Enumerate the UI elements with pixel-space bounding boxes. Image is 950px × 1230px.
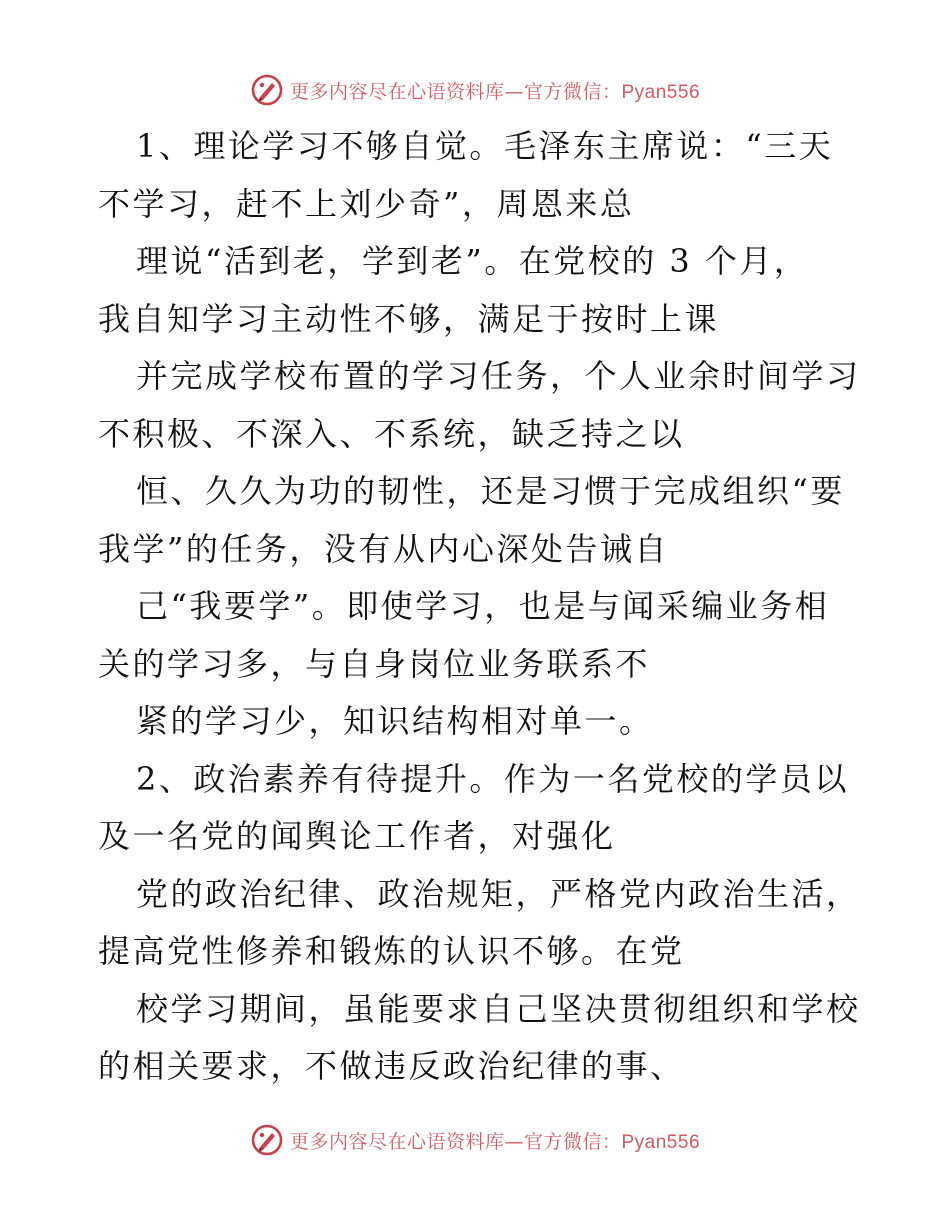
- text-line: 2、政治素养有待提升。作为一名党校的学员以: [136, 759, 849, 798]
- header-banner-text: [290, 77, 700, 104]
- text-line: 并完成学校布置的学习任务，个人业余时间学习: [136, 357, 861, 395]
- body-text: [98, 118, 861, 1096]
- text-line: 紧的学习少，知识结构相对单一。: [136, 702, 654, 740]
- text-line: 不学习，赶不上刘少奇”，周恩来总: [98, 184, 635, 223]
- text-line: 我自知学习主动性不够，满足于按时上课: [98, 299, 720, 338]
- text-line: 校学习期间，虽能要求自己坚决贯彻组织和学校: [136, 989, 861, 1028]
- text-line: 不积极、不深入、不系统，缺乏持之以: [98, 414, 685, 453]
- header-banner-wechat: 官方微信：: [523, 80, 622, 103]
- text-line: 己“我要学”。即使学习，也是与闻采编业务相: [136, 587, 830, 625]
- text-line: 提高党性修养和锻炼的认识不够。在党: [98, 932, 685, 970]
- pen-logo-icon: [250, 1123, 284, 1157]
- footer-banner-sep: —: [504, 1130, 524, 1153]
- text-line: 理说“活到老，学到老”。在党校的 3 个月，: [136, 242, 809, 280]
- header-banner-id: Pyan556: [621, 81, 701, 103]
- text-line: 的相关要求，不做违反政治纪律的事、: [98, 1047, 685, 1085]
- text-line: 党的政治纪律、政治规矩，严格党内政治生活，: [136, 874, 861, 913]
- footer-banner: [0, 1120, 950, 1160]
- pen-logo-icon: [250, 73, 284, 107]
- text-line: 及一名党的闻舆论工作者，对强化: [98, 817, 616, 855]
- footer-banner-text: [290, 1127, 700, 1154]
- text-line: 1、理论学习不够自觉。毛泽东主席说：“三天: [136, 127, 834, 165]
- header-banner-main: 更多内容尽在心语资料库: [289, 80, 505, 103]
- text-line: 我学”的任务，没有从内心深处告诫自: [98, 529, 669, 568]
- footer-banner-id: Pyan556: [621, 1131, 701, 1153]
- footer-banner-main: 更多内容尽在心语资料库: [289, 1130, 505, 1153]
- header-banner-sep: —: [504, 80, 524, 103]
- header-banner: [0, 70, 950, 110]
- footer-banner-wechat: 官方微信：: [523, 1130, 622, 1153]
- text-line: 关的学习多，与自身岗位业务联系不: [98, 644, 651, 683]
- text-line: 恒、久久为功的韧性，还是习惯于完成组织“要: [136, 472, 845, 510]
